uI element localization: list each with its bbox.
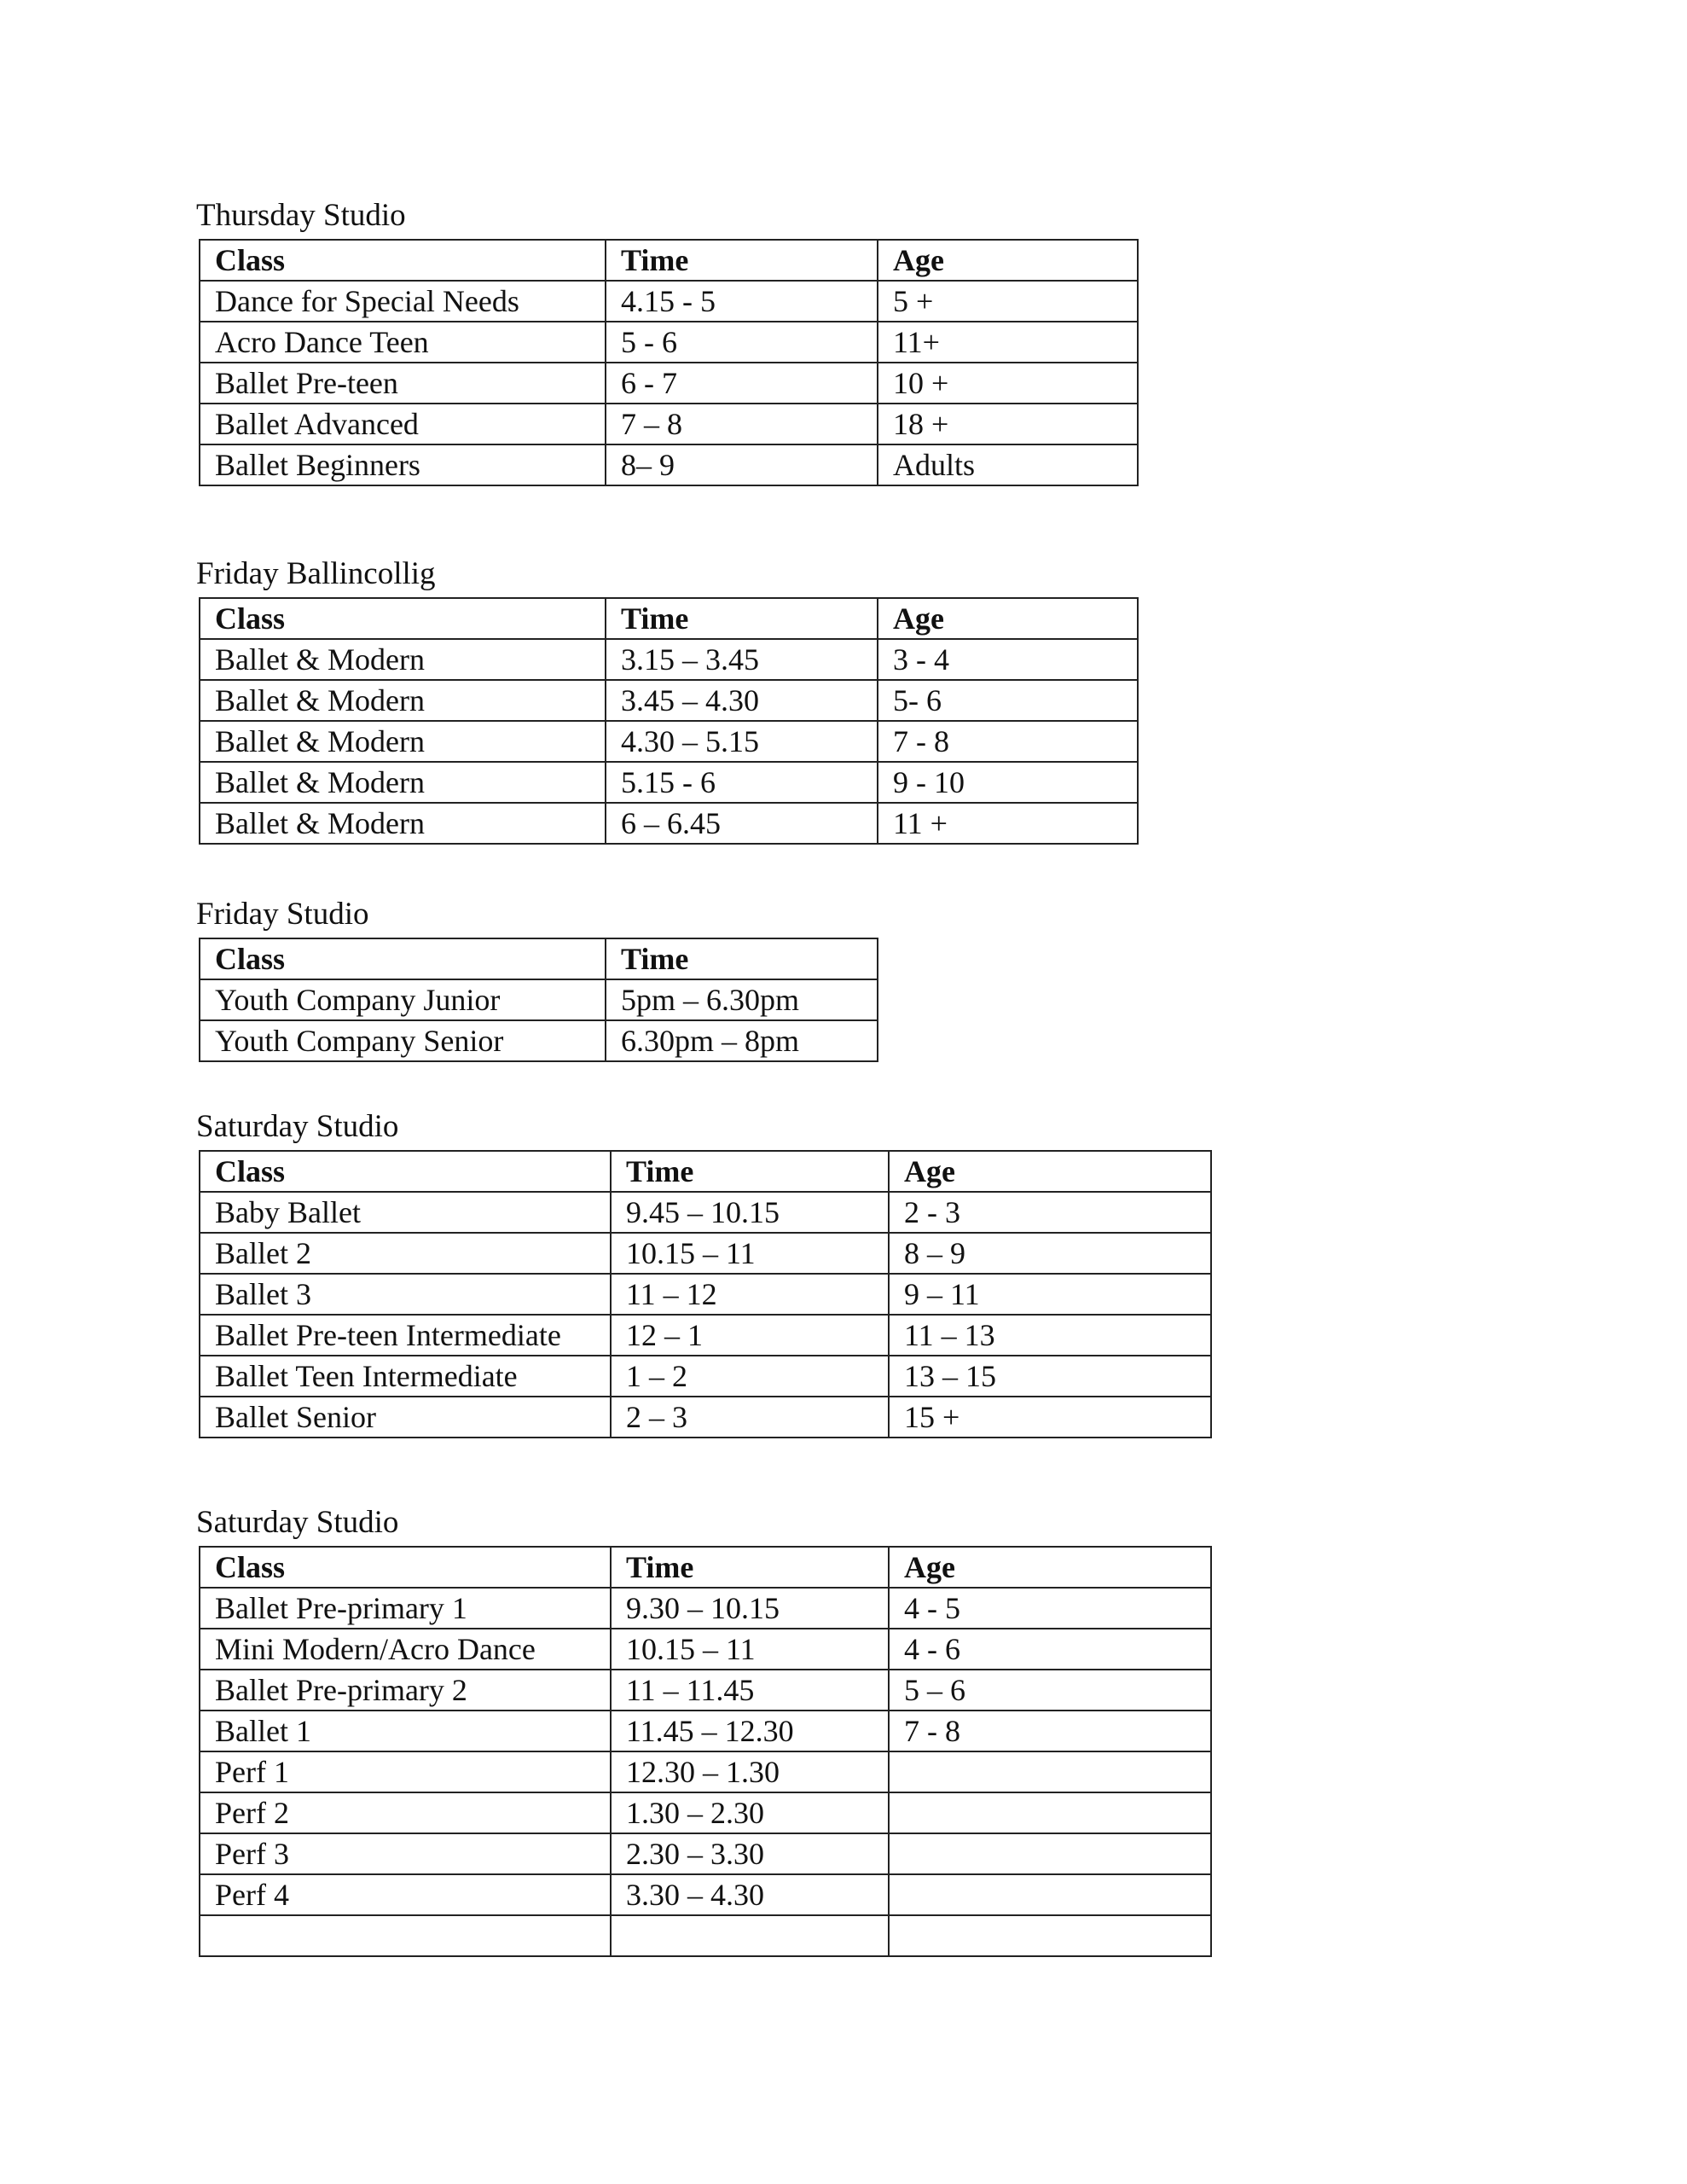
class-cell: Ballet Pre-primary 1	[200, 1588, 611, 1629]
class-cell: Ballet Pre-primary 2	[200, 1670, 611, 1711]
class-cell: Ballet & Modern	[200, 762, 606, 803]
time-cell: 11 – 11.45	[611, 1670, 889, 1711]
age-cell: 10 +	[878, 363, 1138, 404]
column-header-class: Class	[200, 938, 606, 979]
time-cell: 5.15 - 6	[606, 762, 878, 803]
age-cell: 5- 6	[878, 680, 1138, 721]
age-cell: 5 +	[878, 281, 1138, 322]
age-cell	[889, 1915, 1211, 1956]
time-cell: 1.30 – 2.30	[611, 1792, 889, 1833]
table-row	[200, 1020, 878, 1061]
age-cell: 4 - 6	[889, 1629, 1211, 1670]
schedule-table	[199, 1546, 1212, 1957]
time-cell: 12.30 – 1.30	[611, 1751, 889, 1792]
age-cell: 11+	[878, 322, 1138, 363]
table-row	[200, 1233, 1211, 1274]
class-cell: Youth Company Senior	[200, 1020, 606, 1061]
table-row	[200, 1397, 1211, 1438]
column-header-class: Class	[200, 598, 606, 639]
table-row	[200, 1670, 1211, 1711]
schedule-table	[199, 938, 878, 1062]
age-cell	[889, 1751, 1211, 1792]
column-header-age: Age	[889, 1547, 1211, 1588]
table-row	[200, 1192, 1211, 1233]
column-header-time: Time	[606, 938, 878, 979]
class-cell: Acro Dance Teen	[200, 322, 606, 363]
table-row	[200, 404, 1138, 444]
time-cell: 5pm – 6.30pm	[606, 979, 878, 1020]
column-header-time: Time	[611, 1151, 889, 1192]
age-cell	[889, 1833, 1211, 1874]
table-row	[200, 1711, 1211, 1751]
table-row	[200, 680, 1138, 721]
class-cell: Dance for Special Needs	[200, 281, 606, 322]
section-title: Friday Studio	[196, 897, 369, 932]
time-cell: 10.15 – 11	[611, 1629, 889, 1670]
table-row	[200, 762, 1138, 803]
time-cell	[611, 1915, 889, 1956]
time-cell: 3.15 – 3.45	[606, 639, 878, 680]
column-header-age: Age	[889, 1151, 1211, 1192]
time-cell: 6 – 6.45	[606, 803, 878, 844]
table-row	[200, 322, 1138, 363]
class-cell: Ballet & Modern	[200, 721, 606, 762]
time-cell: 11 – 12	[611, 1274, 889, 1315]
class-cell: Ballet Pre-teen Intermediate	[200, 1315, 611, 1356]
table-row	[200, 1874, 1211, 1915]
time-cell: 3.45 – 4.30	[606, 680, 878, 721]
class-cell: Ballet 2	[200, 1233, 611, 1274]
table-row	[200, 1274, 1211, 1315]
class-cell: Ballet Pre-teen	[200, 363, 606, 404]
time-cell: 4.30 – 5.15	[606, 721, 878, 762]
section-title: Thursday Studio	[196, 198, 406, 233]
table-row	[200, 1629, 1211, 1670]
table-header-row	[200, 938, 878, 979]
column-header-time: Time	[611, 1547, 889, 1588]
age-cell: Adults	[878, 444, 1138, 485]
schedule-table	[199, 1150, 1212, 1438]
section-title: Friday Ballincollig	[196, 556, 436, 591]
class-cell: Youth Company Junior	[200, 979, 606, 1020]
column-header-time: Time	[606, 598, 878, 639]
table-header-row	[200, 598, 1138, 639]
class-cell: Ballet Teen Intermediate	[200, 1356, 611, 1397]
age-cell: 11 +	[878, 803, 1138, 844]
schedule-table	[199, 597, 1139, 845]
class-cell: Ballet 3	[200, 1274, 611, 1315]
class-cell: Ballet Advanced	[200, 404, 606, 444]
class-cell: Ballet & Modern	[200, 639, 606, 680]
section-title: Saturday Studio	[196, 1109, 399, 1144]
time-cell: 11.45 – 12.30	[611, 1711, 889, 1751]
table-row	[200, 1751, 1211, 1792]
class-cell: Perf 4	[200, 1874, 611, 1915]
table-row	[200, 1833, 1211, 1874]
age-cell: 7 - 8	[878, 721, 1138, 762]
class-cell	[200, 1915, 611, 1956]
class-cell: Perf 1	[200, 1751, 611, 1792]
table-row	[200, 979, 878, 1020]
table-row	[200, 721, 1138, 762]
age-cell: 9 - 10	[878, 762, 1138, 803]
time-cell: 2 – 3	[611, 1397, 889, 1438]
class-cell: Ballet Beginners	[200, 444, 606, 485]
time-cell: 6.30pm – 8pm	[606, 1020, 878, 1061]
table-row	[200, 1315, 1211, 1356]
age-cell	[889, 1874, 1211, 1915]
column-header-class: Class	[200, 1151, 611, 1192]
class-cell: Baby Ballet	[200, 1192, 611, 1233]
column-header-age: Age	[878, 598, 1138, 639]
time-cell: 9.30 – 10.15	[611, 1588, 889, 1629]
class-cell: Ballet & Modern	[200, 680, 606, 721]
age-cell: 5 – 6	[889, 1670, 1211, 1711]
table-row	[200, 1588, 1211, 1629]
age-cell: 13 – 15	[889, 1356, 1211, 1397]
table-row	[200, 1792, 1211, 1833]
table-row	[200, 363, 1138, 404]
column-header-age: Age	[878, 240, 1138, 281]
column-header-class: Class	[200, 1547, 611, 1588]
age-cell: 8 – 9	[889, 1233, 1211, 1274]
column-header-class: Class	[200, 240, 606, 281]
table-row	[200, 639, 1138, 680]
class-cell: Perf 2	[200, 1792, 611, 1833]
time-cell: 6 - 7	[606, 363, 878, 404]
age-cell: 3 - 4	[878, 639, 1138, 680]
table-row	[200, 803, 1138, 844]
time-cell: 12 – 1	[611, 1315, 889, 1356]
table-row	[200, 1915, 1211, 1956]
time-cell: 10.15 – 11	[611, 1233, 889, 1274]
age-cell: 11 – 13	[889, 1315, 1211, 1356]
age-cell: 18 +	[878, 404, 1138, 444]
section-title: Saturday Studio	[196, 1505, 399, 1540]
class-cell: Ballet Senior	[200, 1397, 611, 1438]
table-header-row	[200, 1547, 1211, 1588]
age-cell: 2 - 3	[889, 1192, 1211, 1233]
time-cell: 8– 9	[606, 444, 878, 485]
table-header-row	[200, 240, 1138, 281]
time-cell: 1 – 2	[611, 1356, 889, 1397]
age-cell: 7 - 8	[889, 1711, 1211, 1751]
table-row	[200, 281, 1138, 322]
class-cell: Ballet & Modern	[200, 803, 606, 844]
age-cell	[889, 1792, 1211, 1833]
time-cell: 7 – 8	[606, 404, 878, 444]
time-cell: 2.30 – 3.30	[611, 1833, 889, 1874]
time-cell: 3.30 – 4.30	[611, 1874, 889, 1915]
age-cell: 4 - 5	[889, 1588, 1211, 1629]
class-cell: Ballet 1	[200, 1711, 611, 1751]
class-cell: Mini Modern/Acro Dance	[200, 1629, 611, 1670]
table-row	[200, 1356, 1211, 1397]
age-cell: 15 +	[889, 1397, 1211, 1438]
schedule-table	[199, 239, 1139, 486]
age-cell: 9 – 11	[889, 1274, 1211, 1315]
table-row	[200, 444, 1138, 485]
time-cell: 9.45 – 10.15	[611, 1192, 889, 1233]
time-cell: 5 - 6	[606, 322, 878, 363]
table-header-row	[200, 1151, 1211, 1192]
class-cell: Perf 3	[200, 1833, 611, 1874]
column-header-time: Time	[606, 240, 878, 281]
time-cell: 4.15 - 5	[606, 281, 878, 322]
